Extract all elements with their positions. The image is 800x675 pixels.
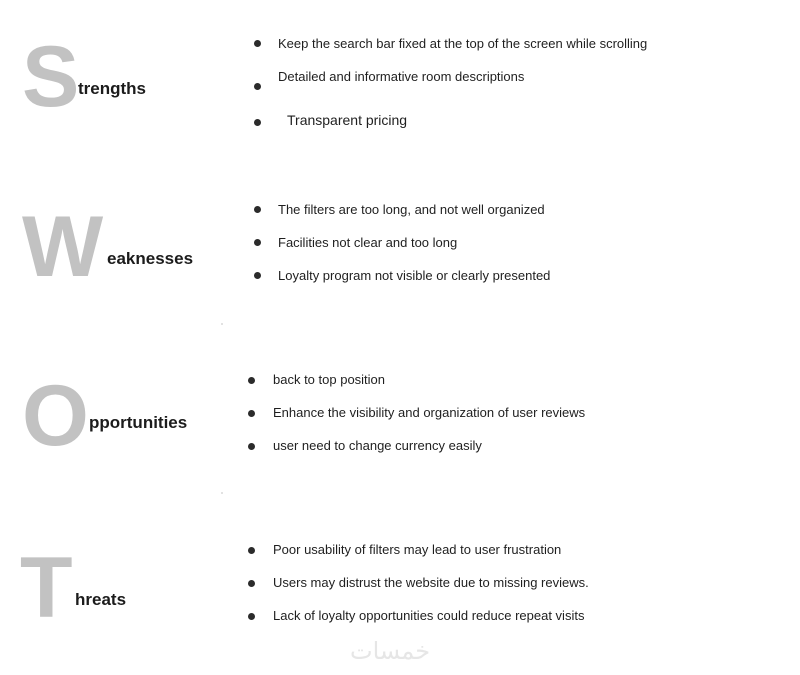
strengths-initial-letter: S (22, 29, 80, 125)
bullet-icon (254, 40, 261, 47)
bullet-icon (248, 613, 255, 620)
opportunities-initial-letter: O (22, 368, 89, 464)
list-item-text: Facilities not clear and too long (278, 235, 458, 250)
list-item-text: Users may distrust the website due to missing reviews. (273, 575, 589, 590)
watermark-logo: خمسات (350, 637, 431, 665)
divider-mark (221, 492, 223, 494)
list-item-text: Poor usability of filters may lead to user frustration (273, 542, 562, 557)
list-item-text: user need to change currency easily (273, 438, 482, 453)
list-item-text: Transparent pricing (287, 112, 408, 128)
bullet-icon (254, 272, 261, 279)
list-item-text: The filters are too long, and not well organized (278, 202, 545, 217)
bullet-icon (248, 410, 255, 417)
list-item-text: Enhance the visibility and organization of user reviews (273, 405, 586, 420)
divider-mark (221, 323, 223, 325)
weaknesses-heading: eaknesses (107, 249, 194, 268)
opportunities-heading: pportunities (89, 413, 188, 432)
weaknesses-initial-letter: W (22, 199, 104, 295)
list-item-text: Detailed and informative room descriptions (278, 69, 525, 84)
list-item-text: Loyalty program not visible or clearly presented (278, 268, 551, 283)
bullet-icon (248, 547, 255, 554)
bullet-icon (254, 83, 261, 90)
bullet-icon (254, 206, 261, 213)
threats-initial-letter: T (20, 540, 73, 636)
list-item-text: Lack of loyalty opportunities could reduce repeat visits (273, 608, 585, 623)
strengths-heading: trengths (78, 79, 146, 98)
bullet-icon (248, 443, 255, 450)
bullet-icon (254, 239, 261, 246)
bullet-icon (248, 377, 255, 384)
list-item-text: back to top position (273, 372, 386, 387)
list-item-text: Keep the search bar fixed at the top of the screen while scrolling (278, 36, 648, 51)
bullet-icon (254, 119, 261, 126)
bullet-icon (248, 580, 255, 587)
threats-heading: hreats (75, 590, 127, 609)
